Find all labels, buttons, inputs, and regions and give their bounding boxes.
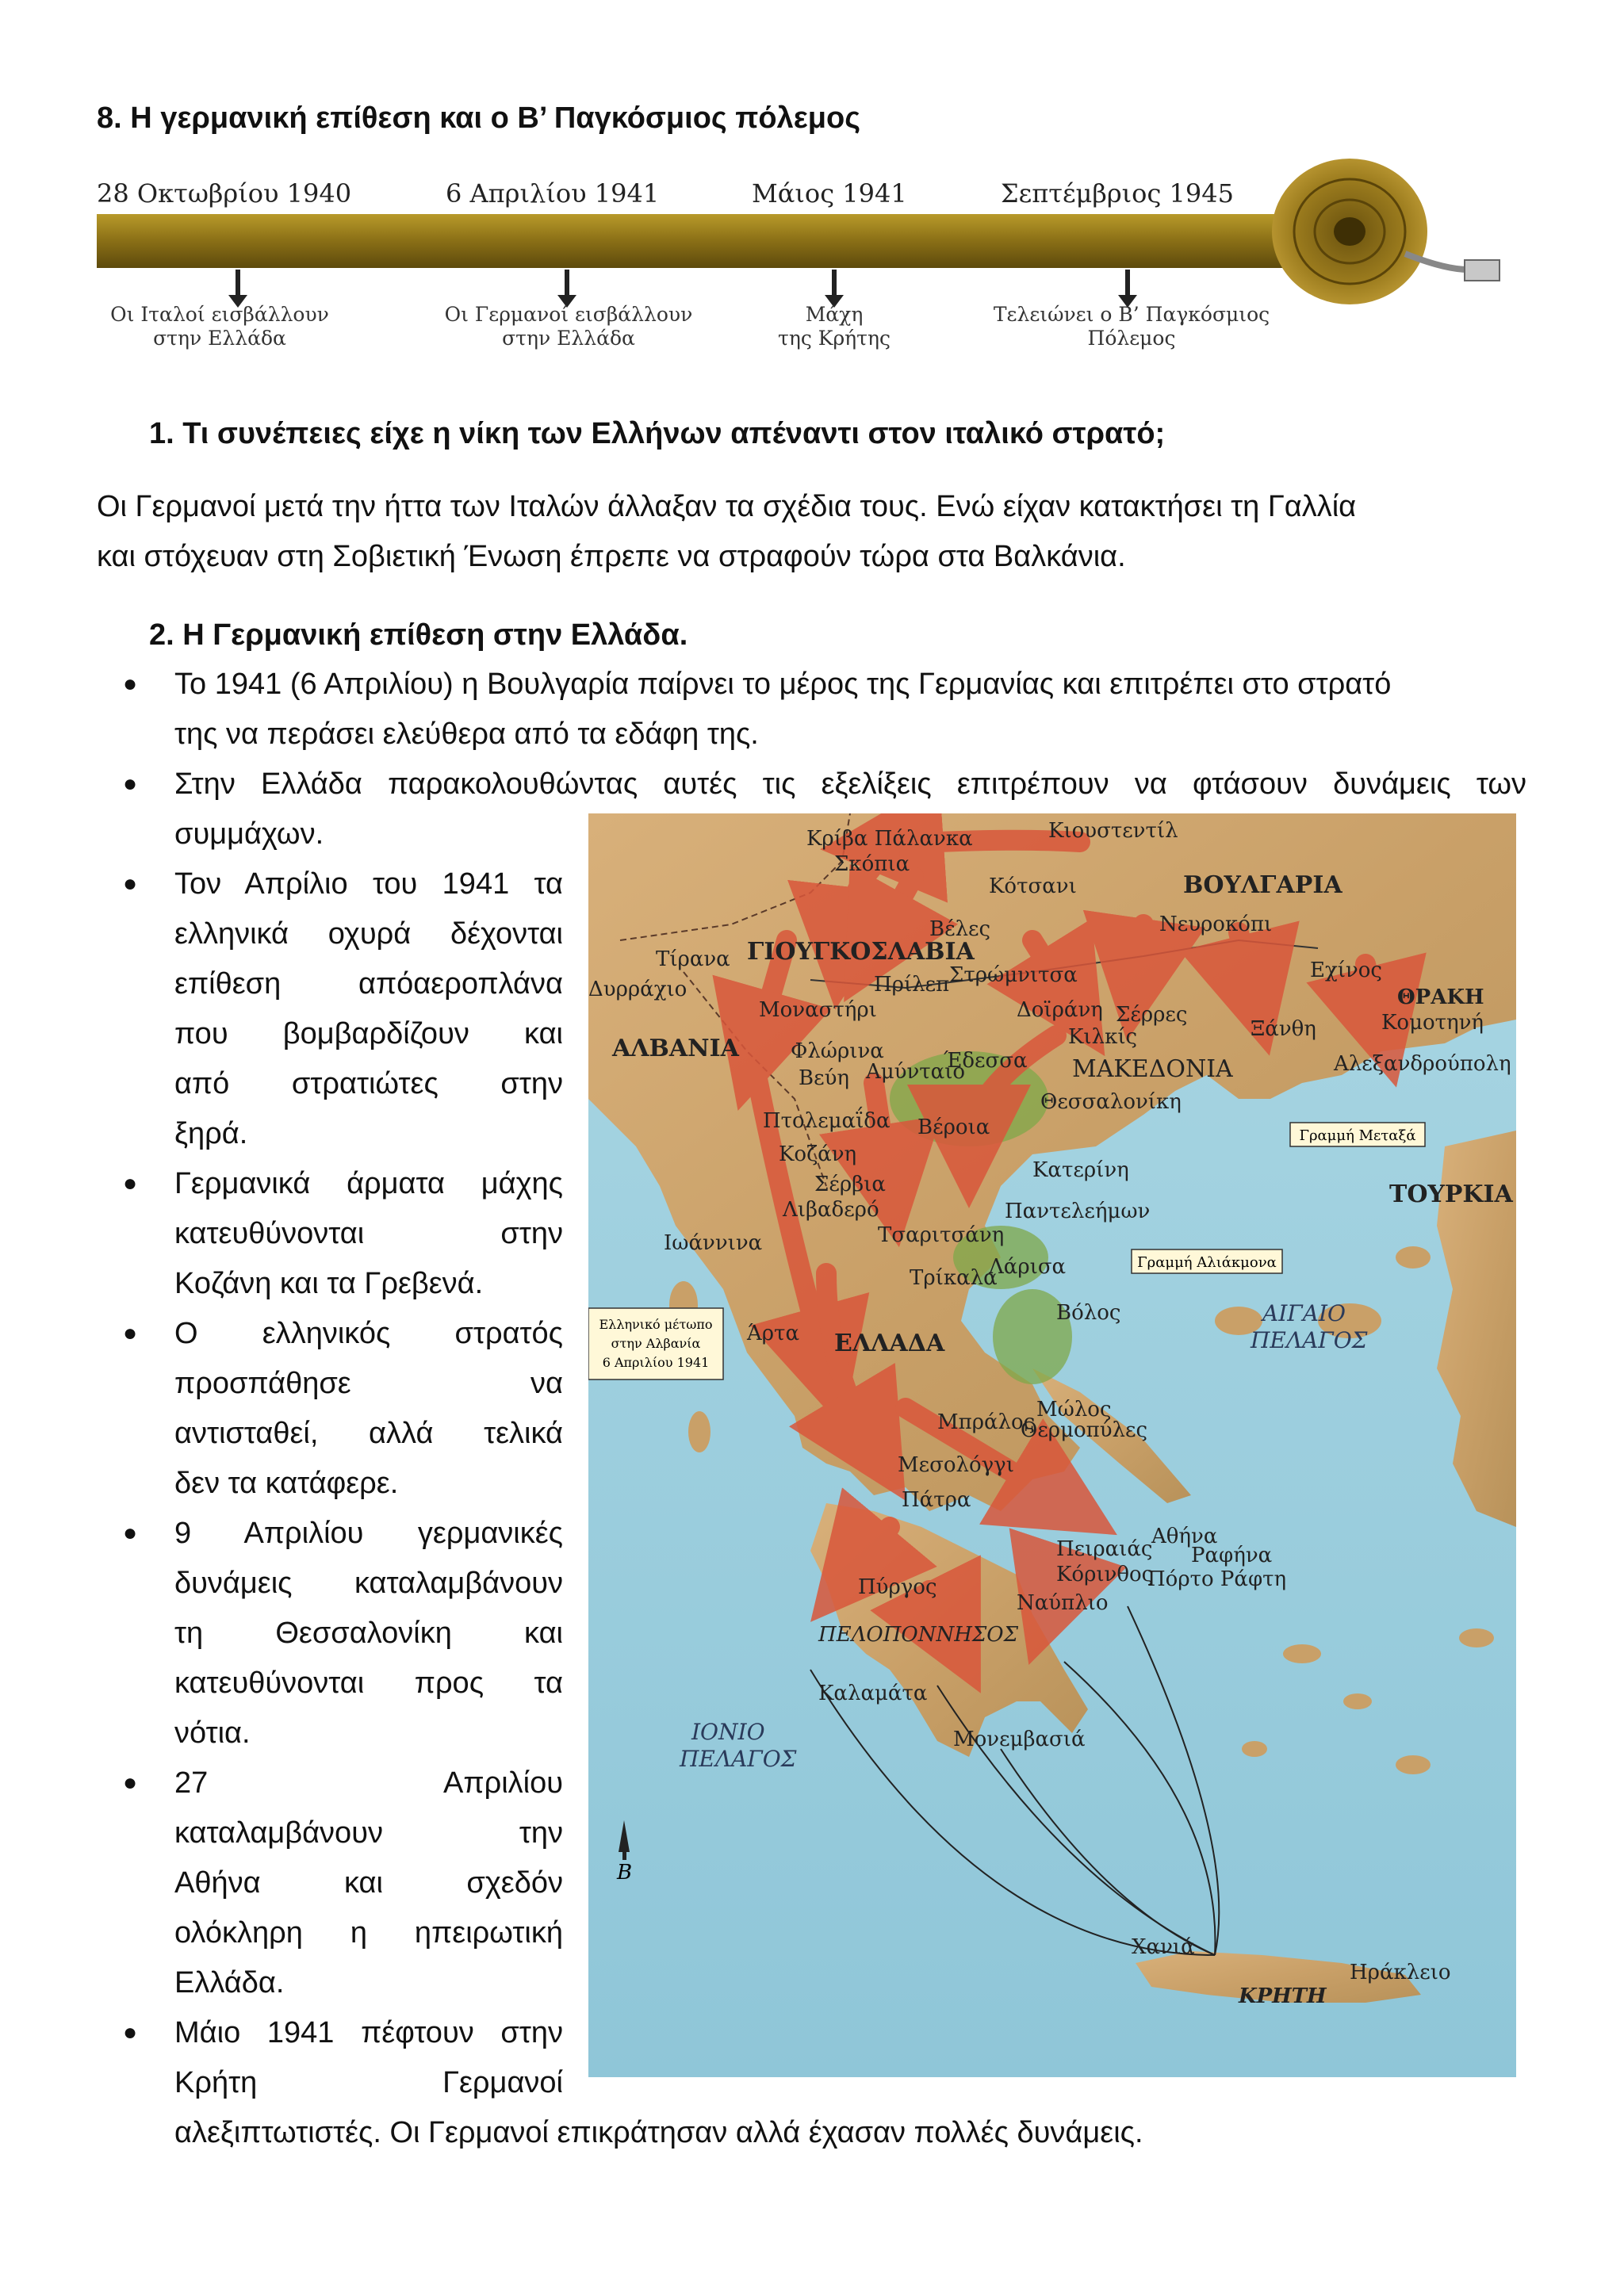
- bullet-dot: ●: [123, 1520, 138, 1546]
- bullet-2-line1: Στην Ελλάδα παρακολουθώντας αυτές τις εξελίξεις επιτρέπουν να φτάσουν δυνάμεις των: [174, 767, 1526, 801]
- bullet-6-line2: δυνάμεις καταλαμβάνουν: [174, 1567, 563, 1600]
- bullet-4-line3: Κοζάνη και τα Γρεβενά.: [174, 1267, 484, 1300]
- map-label-mesologgi: Μεσολόγγι: [898, 1453, 1014, 1477]
- map-label-monastiri: Μοναστήρι: [759, 998, 877, 1022]
- map-label-aigaio-line1: ΑΙΓΑΙΟ: [1262, 1300, 1346, 1326]
- map-label-makedonia: ΜΑΚΕΔΟΝΙΑ: [1072, 1055, 1233, 1083]
- bullet-3-line3: επίθεση απόαεροπλάνα: [174, 967, 563, 1001]
- map-label-nevrokopi: Νευροκόπι: [1159, 913, 1273, 936]
- svg-text:Ελληνικό μέτωπο: Ελληνικό μέτωπο: [599, 1317, 713, 1332]
- bullet-dot: ●: [123, 1770, 138, 1796]
- timeline-graphic: [97, 159, 1532, 381]
- map-label-trikala: Τρίκαλα: [910, 1266, 998, 1290]
- bullet-6-line3: τη Θεσσαλονίκη και: [174, 1617, 563, 1650]
- timeline-event-2-line2: στην Ελλάδα: [502, 327, 635, 350]
- bullet-7-line5: Ελλάδα.: [174, 1966, 285, 1999]
- bullet-4-line2: κατευθύνονται στην: [174, 1217, 563, 1250]
- bullet-8-line3: αλεξιπτωτιστές. Οι Γερμανοί επικράτησαν αλλά έχασαν πολλές δυνάμεις.: [174, 2116, 1143, 2149]
- map-label-peiraias: Πειραιάς: [1056, 1537, 1153, 1561]
- bullet-7-line2: καταλαμβάνουν την: [174, 1816, 563, 1850]
- map-label-kyustendil: Κιουστεντίλ: [1048, 819, 1178, 843]
- map-label-ioannina: Ιωάννινα: [664, 1231, 763, 1255]
- timeline-date-2: 6 Απριλίου 1941: [446, 178, 660, 209]
- timeline-event-4-line2: Πόλεμος: [1087, 327, 1176, 350]
- map-label-mpralos: Μπράλος: [937, 1410, 1036, 1434]
- map-label-veui: Βεύη: [799, 1066, 849, 1090]
- map-label-chania: Χανιά: [1132, 1935, 1195, 1959]
- map-label-monemvasia: Μονεμβασιά: [953, 1728, 1086, 1751]
- map-label-aigaio-line2: ΠΕΛΑΓΟΣ: [1251, 1327, 1368, 1353]
- map-label-kriti: ΚΡΗΤΗ: [1239, 1984, 1327, 2008]
- bullet-5-line2: προσπάθησε να: [174, 1367, 563, 1400]
- timeline-event-3-line2: της Κρήτης: [778, 327, 891, 350]
- usb-plug-icon: [1465, 260, 1500, 281]
- bullet-1-line1: Το 1941 (6 Απριλίου) η Βουλγαρία παίρνει το μέρος της Γερμανίας και επιτρέπει στο στρατό: [174, 668, 1392, 701]
- map-label-doirani: Δοϊράνη: [1017, 998, 1103, 1022]
- bullet-3-line5: από στρατιώτες στην: [174, 1067, 563, 1100]
- bullet-7-line4: ολόκληρη η ηπειρωτική: [174, 1916, 563, 1950]
- bullet-7-line1: 27 Απριλίου: [174, 1766, 563, 1800]
- bullet-7-line3: Αθήνα και σχεδόν: [174, 1866, 563, 1900]
- bullet-3-line6: ξηρά.: [174, 1117, 248, 1150]
- map-label-ionio-line2: ΠΕΛΑΓΟΣ: [680, 1746, 797, 1772]
- map-label-larisa: Λάρισα: [989, 1255, 1067, 1279]
- map-label-livadero: Λιβαδερό: [783, 1198, 879, 1222]
- section-2-title: 2. Η Γερμανική επίθεση στην Ελλάδα.: [149, 618, 688, 652]
- map-label-peloponnisos: ΠΕΛΟΠΟΝΝΗΣΟΣ: [818, 1623, 1018, 1647]
- bullet-5-line4: δεν τα κατάφερε.: [174, 1467, 399, 1500]
- map-label-ionio-line1: ΙΟΝΙΟ: [691, 1719, 765, 1745]
- map-label-giougkoslavia: ΓΙΟΥΓΚΟΣΛΑΒΙΑ: [747, 938, 975, 966]
- bullet-5-line1: Ο ελληνικός στρατός: [174, 1317, 563, 1350]
- map-label-tsaritsani: Τσαριτσάνη: [878, 1223, 1005, 1247]
- timeline-date-3: Μάιος 1941: [752, 178, 907, 209]
- map-label-strumnitsa: Στρώμνιτσα: [949, 963, 1078, 987]
- bullet-3-line1: Τον Απρίλιο του 1941 τα: [174, 867, 563, 901]
- map-label-durazzo: Δυρράχιο: [588, 978, 688, 1001]
- timeline-event-3-line1: Μάχη: [805, 303, 864, 326]
- bullet-6-line1: 9 Απριλίου γερμανικές: [174, 1517, 563, 1550]
- map-label-albania: ΑΛΒΑΝΙΑ: [612, 1035, 739, 1062]
- bullet-dot: ●: [123, 2019, 138, 2045]
- bullet-2-line2: συμμάχων.: [174, 817, 324, 851]
- map-label-kalamata: Καλαμάτα: [818, 1682, 928, 1705]
- map-label-thermopyles: Θερμοπύλες: [1021, 1418, 1148, 1442]
- map-label-athina: Αθήνα: [1151, 1525, 1218, 1548]
- map-label-florina: Φλώρινα: [791, 1039, 884, 1063]
- map-label-thraki: ΘΡΑΚΗ: [1397, 985, 1484, 1009]
- bullet-4-line1: Γερμανικά άρματα μάχης: [174, 1167, 563, 1200]
- map-label-echinos: Εχίνος: [1310, 959, 1382, 982]
- timeline-bar: [97, 214, 1318, 268]
- svg-text:στην Αλβανία: στην Αλβανία: [611, 1336, 701, 1351]
- svg-text:Γραμμή Αλιάκμονα: Γραμμή Αλιάκμονα: [1137, 1254, 1277, 1271]
- map-label-korinthos: Κόρινθος: [1056, 1563, 1154, 1586]
- bullet-dot: ●: [123, 771, 138, 797]
- answer-1-line1: Οι Γερμανοί μετά την ήττα των Ιταλών άλλαξαν τα σχέδια τους. Ενώ είχαν κατακτήσει τη Γαλλία: [97, 490, 1357, 523]
- timeline-date-4: Σεπτέμβριος 1945: [1001, 178, 1234, 209]
- callout-grammi-aliakmona: [1132, 1249, 1282, 1273]
- map-label-edessa: Έδεσσα: [944, 1049, 1028, 1073]
- map-label-volos: Βόλος: [1056, 1301, 1121, 1325]
- map-label-kotsani: Κότσανι: [989, 874, 1077, 898]
- svg-text:Γραμμή Μεταξά: Γραμμή Μεταξά: [1299, 1127, 1416, 1144]
- map-label-pyrgos: Πύργος: [858, 1575, 937, 1599]
- bullet-5-line3: αντισταθεί, αλλά τελικά: [174, 1417, 563, 1450]
- map-label-veles: Βέλες: [929, 917, 991, 941]
- callout-grammi-metaxa: [1290, 1123, 1425, 1146]
- map-label-voulgaria: ΒΟΥΛΓΑΡΙΑ: [1183, 871, 1342, 899]
- bullet-3-line4: που βομβαρδίζουν και: [174, 1017, 563, 1050]
- answer-1-line2: και στόχευαν στη Σοβιετική Ένωση έπρεπε να στραφούν τώρα στα Βαλκάνια.: [97, 540, 1126, 573]
- page-heading: 8. Η γερμανική επίθεση και ο Β’ Παγκόσμιος πόλεμος: [97, 101, 860, 135]
- map-label-porto-rafti: Πόρτο Ράφτη: [1147, 1567, 1287, 1591]
- timeline-event-1-line1: Οι Ιταλοί εισβάλλουν: [110, 303, 329, 326]
- map-label-alexandroupoli: Αλεξανδρούπολη: [1334, 1052, 1511, 1076]
- bullet-6-line5: νότια.: [174, 1716, 251, 1750]
- callout-front-note: [588, 1308, 723, 1380]
- timeline-date-1: 28 Οκτωβρίου 1940: [97, 178, 352, 209]
- bullet-dot: ●: [123, 1320, 138, 1346]
- map-label-veroia: Βέροια: [917, 1115, 990, 1139]
- map-label-kriva-palanka: Κρίβα Πάλανκα: [806, 827, 973, 851]
- timeline-event-4-line1: Τελειώνει ο Β’ Παγκόσμιος: [993, 303, 1270, 326]
- question-1: 1. Τι συνέπειες είχε η νίκη των Ελλήνων απέναντι στον ιταλικό στρατό;: [149, 417, 1166, 450]
- timeline-event-2-line1: Οι Γερμανοί εισβάλλουν: [444, 303, 693, 326]
- bullet-dot: ●: [123, 671, 138, 697]
- map-label-xanthi: Ξάνθη: [1251, 1017, 1316, 1041]
- map-label-amyntaio: Αμύνταιο: [866, 1060, 966, 1084]
- map-label-arta: Άρτα: [747, 1322, 800, 1345]
- timeline-event-1-line2: στην Ελλάδα: [153, 327, 286, 350]
- map-label-panteleimon: Παντελεήμων: [1005, 1200, 1151, 1223]
- map-label-tirana: Τίρανα: [656, 947, 730, 971]
- bullet-dot: ●: [123, 871, 138, 897]
- svg-text:6 Απριλίου 1941: 6 Απριλίου 1941: [602, 1355, 710, 1370]
- bullet-8-line1: Μάιο 1941 πέφτουν στην: [174, 2016, 563, 2049]
- historical-map: [588, 813, 1516, 2077]
- map-label-mologos: Μώλος: [1036, 1398, 1112, 1422]
- map-label-serres: Σέρρες: [1116, 1003, 1188, 1027]
- map-label-rafina: Ραφήνα: [1191, 1544, 1273, 1567]
- map-label-skopia: Σκόπια: [834, 852, 910, 876]
- bullet-dot: ●: [123, 1170, 138, 1196]
- map-label-patra: Πάτρα: [902, 1488, 971, 1512]
- map-label-tourkia: ΤΟΥΡΚΙΑ: [1389, 1181, 1513, 1208]
- bullet-1-line2: της να περάσει ελεύθερα από τα εδάφη της.: [174, 718, 759, 751]
- bullet-8-line2: Κρήτη Γερμανοί: [174, 2066, 563, 2099]
- map-label-irakleio: Ηράκλειο: [1350, 1961, 1451, 1984]
- map-label-katerini: Κατερίνη: [1032, 1158, 1129, 1182]
- map-label-prilep: Πρίλεπ: [874, 973, 950, 997]
- svg-text:Β: Β: [617, 1861, 633, 1885]
- map-label-ellada: ΕΛΛΑΔΑ: [834, 1330, 945, 1357]
- map-label-komotini: Κομοτηνή: [1381, 1011, 1484, 1035]
- map-label-kilkis: Κιλκίς: [1068, 1025, 1138, 1049]
- map-label-thessaloniki: Θεσσαλονίκη: [1040, 1090, 1182, 1114]
- bullet-6-line4: κατευθύνονται προς τα: [174, 1667, 563, 1700]
- map-label-nafplio: Ναύπλιο: [1017, 1591, 1109, 1615]
- bullet-3-line2: ελληνικά οχυρά δέχονται: [174, 917, 563, 951]
- map-label-servia: Σέρβια: [814, 1173, 886, 1196]
- map-label-kozani: Κοζάνη: [779, 1142, 857, 1166]
- map-label-ptolemaida: Πτολεμαΐδα: [763, 1109, 891, 1133]
